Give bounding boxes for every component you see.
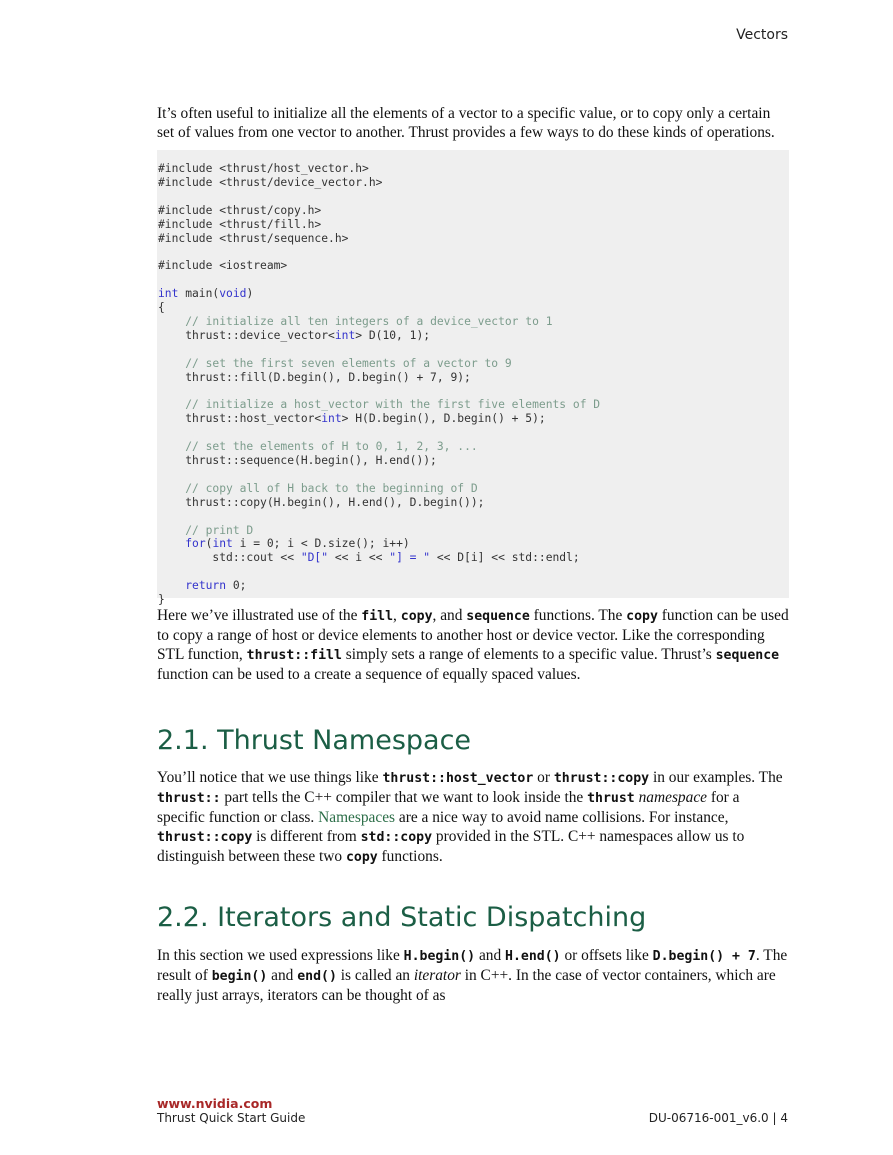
code-token: > H(D.begin(), D.begin() + 5);	[341, 412, 546, 426]
code-token: {	[158, 301, 165, 315]
code-line	[158, 315, 553, 328]
text-run: in C++. In the case of vector containers, which are really just arrays, iterators can be thought of as	[157, 967, 776, 1004]
code-line	[158, 537, 410, 550]
text-run: and	[475, 947, 506, 964]
code-keyword: return	[185, 579, 227, 593]
code-line	[158, 259, 287, 272]
inline-code: copy	[345, 850, 378, 865]
code-token: thrust::fill(D.begin(), D.begin() + 7, 9);	[158, 370, 471, 384]
inline-code: copy	[400, 609, 433, 624]
running-header-title: Vectors	[736, 27, 788, 43]
text-run: functions.	[377, 848, 443, 865]
code-keyword: int	[158, 287, 179, 301]
footer-doc-id-page: DU-06716-001_v6.0 | 4	[648, 1111, 788, 1125]
inline-code: D.begin() + 7	[652, 949, 756, 964]
code-comment: // initialize all ten integers of a device_vector to 1	[185, 314, 553, 328]
inline-code: copy	[626, 609, 658, 624]
code-token: std::cout <<	[158, 551, 301, 565]
code-keyword: int	[321, 412, 342, 426]
code-token: )	[246, 287, 254, 301]
code-line	[158, 162, 369, 175]
code-token	[158, 357, 185, 370]
inline-code: fill	[361, 609, 394, 624]
code-comment: // initialize a host_vector with the first five elements of D	[185, 398, 601, 412]
text-run: You’ll notice that we use things like	[157, 769, 383, 786]
code-line	[158, 579, 246, 592]
code-line	[158, 176, 382, 189]
code-token: #include <thrust/sequence.h>	[158, 231, 349, 245]
text-run: function can be used to copy a range of host or device elements to another host or device vector. Like the corresponding STL function,	[157, 607, 789, 663]
code-keyword: int	[334, 328, 356, 342]
text-run: and	[267, 967, 298, 984]
code-token	[158, 440, 185, 453]
intro-paragraph: It’s often useful to initialize all the elements of a vector to a specific value, or to copy only a certain set of values from one vector to another. Thrust provides a few ways to do these kinds of operations.	[157, 105, 775, 141]
code-token: #include <thrust/device_vector.h>	[158, 175, 383, 189]
functions-paragraph	[157, 606, 789, 684]
text-run: is different from	[252, 828, 361, 845]
code-token: > D(10, 1);	[355, 328, 431, 342]
code-line	[158, 440, 478, 453]
code-listing	[158, 162, 789, 607]
text-run: part tells the C++ compiler that we want to look inside the	[220, 789, 588, 806]
inline-code: begin()	[211, 969, 268, 984]
code-string: "] = "	[389, 551, 431, 565]
code-line	[158, 412, 546, 425]
text-run: are a nice way to avoid name collisions. For instance,	[395, 809, 729, 826]
text-run: Here we’ve illustrated use of the	[157, 607, 362, 624]
inline-code: H.end()	[505, 949, 561, 964]
code-token	[158, 315, 185, 328]
inline-code: thrust::copy	[553, 771, 650, 786]
inline-code: thrust	[587, 791, 635, 806]
code-token: thrust::host_vector<	[158, 412, 322, 426]
text-run: is called an	[336, 967, 414, 984]
code-token	[158, 482, 185, 495]
code-token	[158, 537, 185, 550]
footer-doc-title: Thrust Quick Start Guide	[157, 1111, 306, 1125]
code-token: thrust::copy(H.begin(), H.end(), D.begin());	[158, 495, 485, 509]
code-example-block	[157, 150, 789, 607]
inline-code: thrust::copy	[157, 830, 253, 845]
code-token	[158, 579, 185, 592]
text-run: ,	[393, 607, 401, 624]
code-token: #include <thrust/copy.h>	[158, 203, 322, 217]
code-token: i = 0; i < D.size(); i++)	[232, 537, 410, 551]
code-comment: // print D	[185, 523, 254, 537]
text-run: function can be used to a create a sequence of equally spaced values.	[157, 666, 581, 683]
text-run: or	[533, 769, 554, 786]
code-line	[158, 329, 430, 342]
text-run: provided in the STL. C++ namespaces allow us to distinguish between these two	[157, 828, 745, 865]
text-run: simply sets a range of elements to a specific value. Thrust’s	[341, 646, 716, 663]
code-comment: // copy all of H back to the beginning of D	[185, 481, 478, 495]
namespaces-link[interactable]: Namespaces	[318, 809, 396, 826]
code-line	[158, 218, 321, 231]
code-line	[158, 232, 348, 245]
text-run: . The result of	[157, 947, 788, 984]
inline-code: thrust::	[157, 791, 221, 806]
section-heading-iterators: 2.2. Iterators and Static Dispatching	[157, 902, 647, 933]
inline-code: thrust::host_vector	[382, 771, 534, 786]
code-token: << i <<	[328, 551, 390, 565]
text-run: or offsets like	[560, 947, 653, 964]
text-run: for a specific function or class.	[157, 789, 740, 826]
code-token: thrust::device_vector<	[158, 328, 335, 342]
code-keyword: int	[212, 537, 233, 551]
code-token: #include <iostream>	[158, 259, 288, 273]
footer-website-link[interactable]: www.nvidia.com	[157, 1096, 273, 1111]
inline-code: sequence	[715, 648, 780, 663]
code-token: thrust::sequence(H.begin(), H.end());	[158, 454, 437, 468]
code-keyword: for	[185, 537, 206, 551]
text-run: in our examples. The	[649, 769, 783, 786]
iterators-paragraph	[157, 946, 789, 1005]
code-line	[158, 398, 600, 411]
code-line	[158, 301, 165, 314]
text-run: In this section we used expressions like	[157, 947, 404, 964]
page-content	[157, 104, 789, 1005]
code-token: << D[i] << std::endl;	[430, 551, 580, 565]
code-line	[158, 204, 321, 217]
namespace-paragraph	[157, 768, 789, 867]
code-line	[158, 496, 484, 509]
inline-code: std::copy	[360, 830, 433, 845]
text-run: functions. The	[529, 607, 627, 624]
code-token: }	[158, 593, 165, 607]
section-heading-thrust-namespace: 2.1. Thrust Namespace	[157, 725, 472, 756]
code-string: "D["	[300, 551, 329, 565]
code-token: (	[205, 537, 213, 551]
code-line	[158, 371, 471, 384]
code-line	[158, 357, 512, 370]
code-keyword: void	[219, 287, 247, 301]
text-run: , and	[432, 607, 467, 624]
code-line	[158, 287, 253, 300]
code-token	[158, 398, 185, 411]
code-token: #include <thrust/host_vector.h>	[158, 162, 369, 175]
code-token: #include <thrust/fill.h>	[158, 217, 322, 231]
emphasis-term: namespace	[638, 789, 707, 806]
code-line	[158, 551, 580, 564]
inline-code: thrust::fill	[246, 648, 342, 663]
code-token: 0;	[226, 579, 247, 593]
code-token	[158, 524, 185, 537]
code-line	[158, 482, 478, 495]
code-comment: // set the first seven elements of a vector to 9	[185, 356, 512, 370]
code-comment: // set the elements of H to 0, 1, 2, 3, ...	[185, 440, 478, 454]
emphasis-term: iterator	[413, 967, 461, 984]
code-line	[158, 524, 253, 537]
code-line	[158, 593, 165, 606]
code-line	[158, 454, 437, 467]
inline-code: end()	[297, 969, 337, 984]
inline-code: sequence	[466, 609, 530, 624]
code-token: main(	[178, 287, 220, 301]
inline-code: H.begin()	[403, 949, 476, 964]
